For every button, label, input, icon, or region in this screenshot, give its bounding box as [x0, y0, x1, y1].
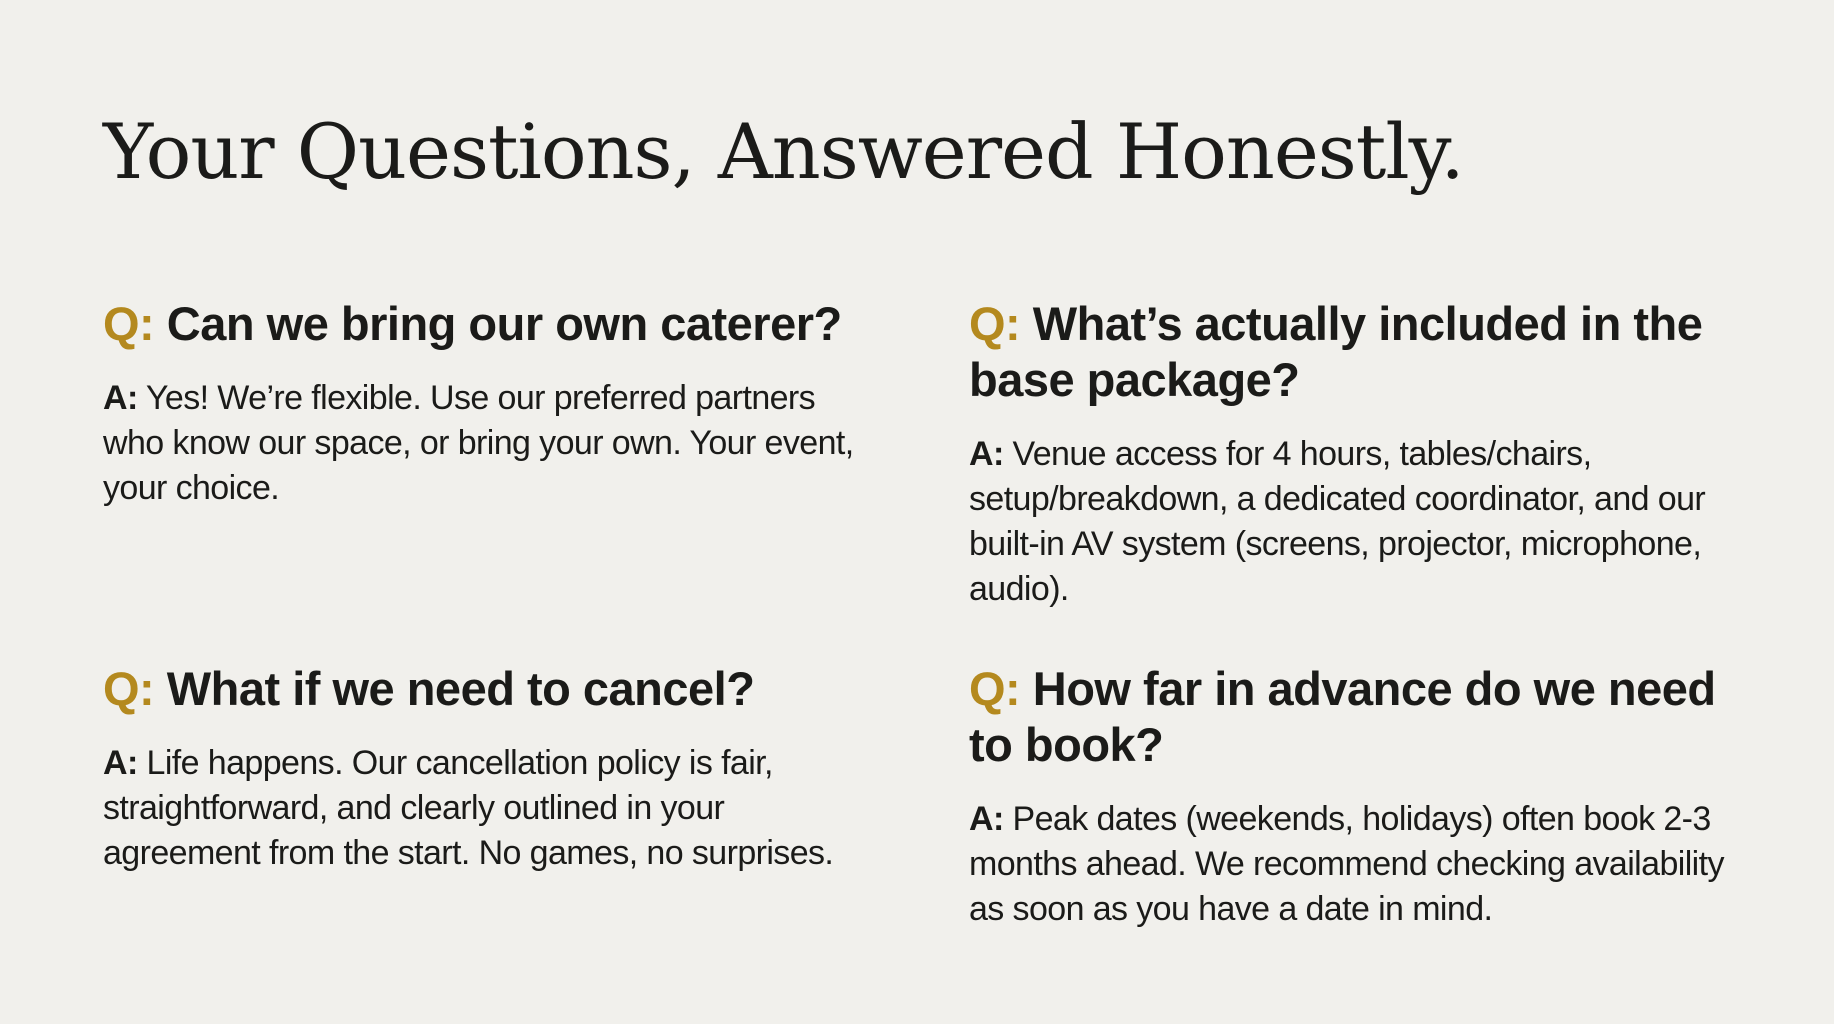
question-prefix: Q:	[969, 297, 1021, 350]
question-text: Can we bring our own caterer?	[166, 297, 842, 350]
faq-item-cancel	[103, 661, 873, 876]
answer-prefix: A:	[969, 435, 1004, 473]
answer-text: Peak dates (weekends, holidays) often book 2-3 months ahead. We recommend checking availability as soon as you have a date in mind.	[969, 800, 1724, 928]
question-prefix: Q:	[103, 662, 155, 715]
question-text: What if we need to cancel?	[166, 662, 755, 715]
answer-text: Life happens. Our cancellation policy is fair, straightforward, and clearly outlined in your agreement from the start. No games, no surprises.	[103, 744, 834, 872]
faq-question	[969, 661, 1739, 773]
page-title: Your Questions, Answered Honestly.	[103, 107, 1464, 196]
answer-text: Venue access for 4 hours, tables/chairs, setup/breakdown, a dedicated coordinator, and our built-in AV system (screens, projector, microphone, audio).	[969, 435, 1706, 608]
answer-prefix: A:	[969, 800, 1004, 838]
faq-answer	[103, 376, 873, 511]
question-text: How far in advance do we need to book?	[969, 662, 1716, 771]
faq-item-booking-advance	[969, 661, 1739, 932]
faq-question	[103, 296, 873, 352]
faq-answer	[969, 797, 1739, 932]
question-prefix: Q:	[969, 662, 1021, 715]
faq-item-base-package	[969, 296, 1739, 612]
question-text: What’s actually included in the base package?	[969, 297, 1703, 406]
faq-answer	[969, 432, 1739, 612]
question-prefix: Q:	[103, 297, 155, 350]
answer-text: Yes! We’re flexible. Use our preferred partners who know our space, or bring your own. Your event, your choice.	[103, 379, 854, 507]
answer-prefix: A:	[103, 379, 138, 417]
answer-prefix: A:	[103, 744, 138, 782]
faq-item-caterer	[103, 296, 873, 511]
faq-question	[103, 661, 873, 717]
faq-answer	[103, 741, 873, 876]
faq-question	[969, 296, 1739, 408]
